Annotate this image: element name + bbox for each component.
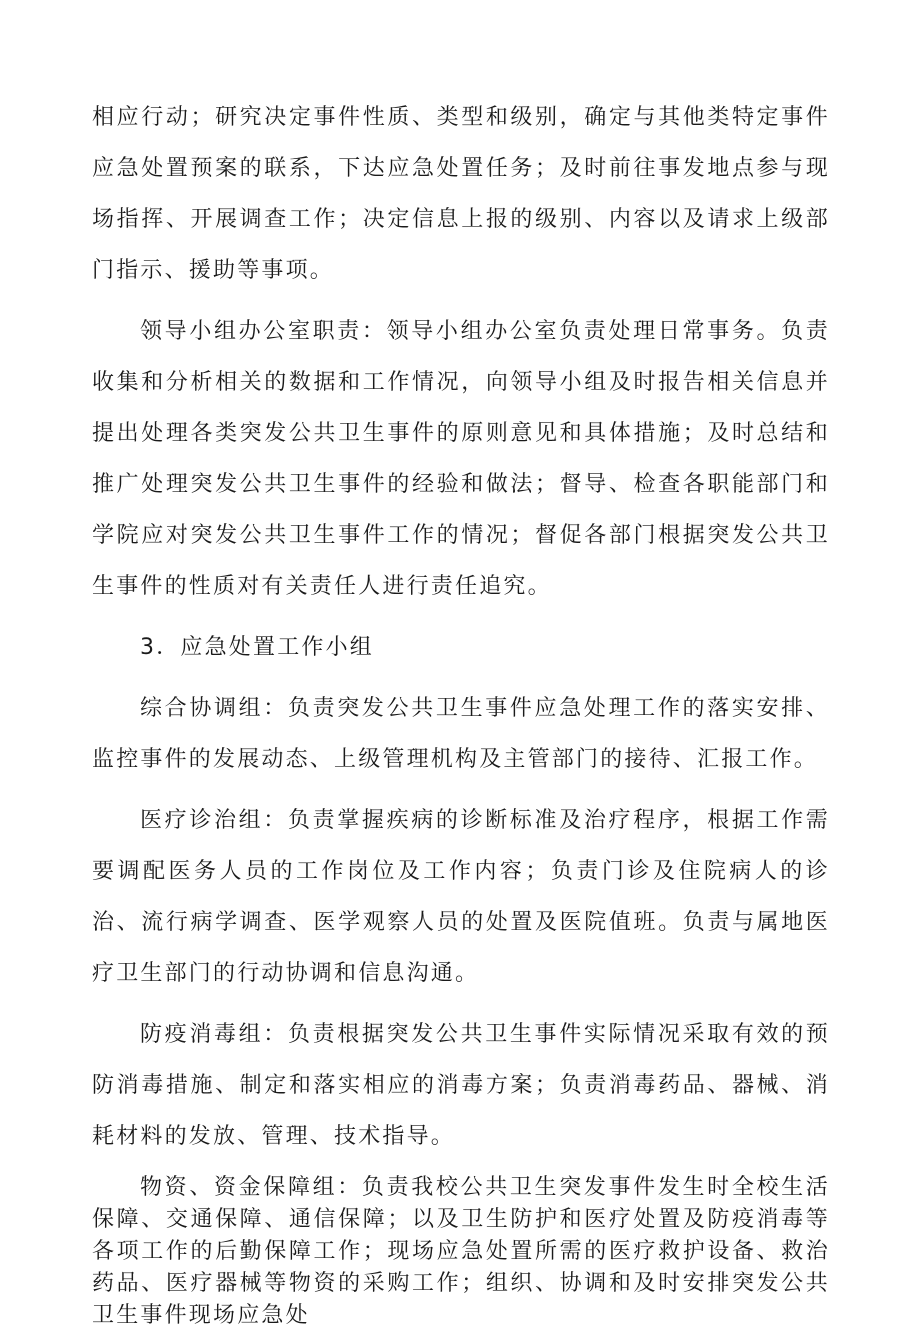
paragraph-coordination-team: 综合协调组：负责突发公共卫生事件应急处理工作的落实安排、监控事件的发展动态、上级管理机构及主管部门的接待、汇报工作。 — [92, 696, 830, 772]
paragraph-logistics-team: 物资、资金保障组：负责我校公共卫生突发事件发生时全校生活保障、交通保障、通信保障；以及卫生防护和医疗处置及防疫消毒等各项工作的后勤保障工作；现场应急处置所需的医疗救护设备、救治药品、医疗器械等物资的采购工作；组织、协调和及时安排突发公共卫生事件现场应急处 — [92, 1175, 830, 1328]
paragraph-leader-group-actions: 相应行动；研究决定事件性质、类型和级别，确定与其他类特定事件应急处置预案的联系，下达应急处置任务；及时前往事发地点参与现场指挥、开展调查工作；决定信息上报的级别、内容以及请求上级部门指示、援助等事项。 — [92, 105, 830, 283]
paragraph-office-duties: 领导小组办公室职责：领导小组办公室负责处理日常事务。负责收集和分析相关的数据和工作情况，向领导小组及时报告相关信息并提出处理各类突发公共卫生事件的原则意见和具体措施；及时总结和推广处理突发公共卫生事件的经验和做法；督导、检查各职能部门和学院应对突发公共卫生事件工作的情况；督促各部门根据突发公共卫生事件的性质对有关责任人进行责任追究。 — [92, 319, 830, 599]
document-body — [92, 92, 830, 1332]
section-heading-emergency-teams: 3．应急处置工作小组 — [140, 635, 374, 660]
paragraph-medical-team: 医疗诊治组：负责掌握疾病的诊断标准及治疗程序，根据工作需要调配医务人员的工作岗位及工作内容；负责门诊及住院病人的诊治、流行病学调查、医学观察人员的处置及医院值班。负责与属地医疗卫生部门的行动协调和信息沟通。 — [92, 808, 830, 986]
paragraph-disinfection-team: 防疫消毒组：负责根据突发公共卫生事件实际情况采取有效的预防消毒措施、制定和落实相应的消毒方案；负责消毒药品、器械、消耗材料的发放、管理、技术指导。 — [92, 1022, 830, 1149]
